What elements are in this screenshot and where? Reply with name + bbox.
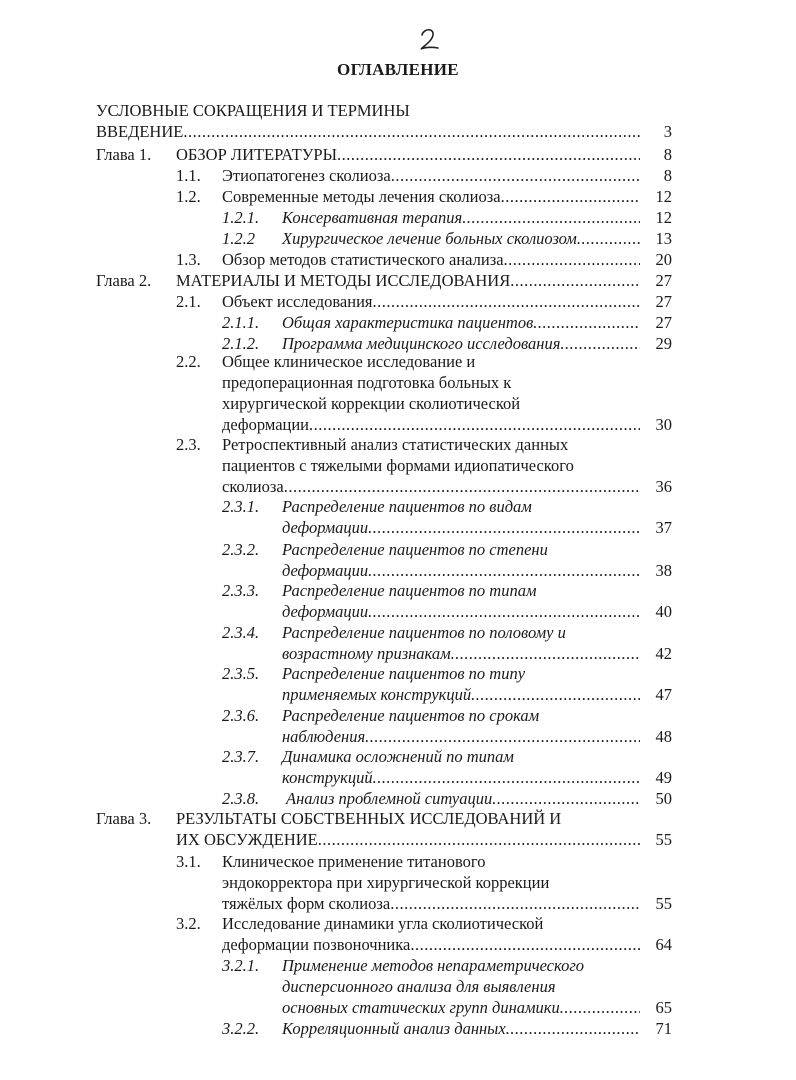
toc-page: 12	[655, 187, 672, 206]
toc-subsection-number: 2.3.5.	[222, 664, 260, 683]
toc-entry-2-3-line: Ретроспективный анализ статистических данных	[222, 435, 569, 454]
toc-page: 8	[663, 145, 672, 164]
toc-entry-3-1-line: Клиническое применение титанового	[222, 852, 486, 871]
toc-page: 40	[655, 602, 672, 621]
toc-page: 48	[655, 727, 672, 746]
toc-page: 47	[655, 685, 672, 704]
toc-entry-ch3-line: РЕЗУЛЬТАТЫ СОБСТВЕННЫХ ИССЛЕДОВАНИЙ И	[176, 809, 562, 828]
page-title: ОГЛАВЛЕНИЕ	[337, 60, 459, 79]
toc-entry-text: ВВЕДЕНИЕ	[96, 122, 184, 141]
toc-subsection-number: 1.2.1.	[222, 208, 260, 227]
toc-subsection-number: 3.2.2.	[222, 1019, 260, 1038]
toc-entry-2-3: сколиоза .....	[222, 476, 640, 497]
toc-entry-2-3-3: деформации .....	[282, 601, 640, 622]
toc-section-number: 1.3.	[176, 250, 201, 269]
toc-subsection-number: 2.3.8.	[222, 789, 260, 808]
toc-entry-2-3-4: возрастному признакам .....	[282, 643, 640, 664]
toc-entry-2-2-line: предоперационная подготовка больных к	[222, 373, 512, 392]
toc-page: 20	[655, 250, 672, 269]
toc-page: 13	[655, 229, 672, 248]
toc-entry-ch1: ОБЗОР ЛИТЕРАТУРЫ .....	[176, 144, 640, 165]
toc-entry-ch2: МАТЕРИАЛЫ И МЕТОДЫ ИССЛЕДОВАНИЯ .....	[176, 270, 640, 291]
toc-subsection-number: 1.2.2	[222, 229, 255, 248]
toc-page: 36	[655, 477, 672, 496]
toc-entry-3-1: тяжёлых форм сколиоза .....	[222, 893, 640, 914]
toc-page: 55	[655, 894, 672, 913]
toc-page: 3	[663, 122, 672, 141]
toc-entry-2-1-1: Общая характеристика пациентов .....	[282, 312, 640, 333]
toc-entry-2-2: деформации .....	[222, 414, 640, 435]
toc-section-number: 2.3.	[176, 435, 201, 454]
toc-page: 50	[655, 789, 672, 808]
toc-section-number: 3.1.	[176, 852, 201, 871]
toc-page: 27	[655, 292, 672, 311]
toc-entry-3-2-line: Исследование динамики угла сколиотической	[222, 914, 544, 933]
toc-subsection-number: 3.2.1.	[222, 956, 260, 975]
toc-subsection-number: 2.1.2.	[222, 334, 260, 353]
toc-entry-1-2-2: Хирургическое лечение больных сколиозом .....	[282, 228, 640, 249]
toc-chapter-number: Глава 2.	[96, 271, 152, 290]
toc-entry-2-3-8: Анализ проблемной ситуации .....	[286, 788, 640, 809]
toc-entry-2-3-2: деформации .....	[282, 560, 640, 581]
toc-chapter-number: Глава 1.	[96, 145, 152, 164]
toc-entry-3-2-1: основных статических групп динамики .....	[282, 997, 640, 1018]
toc-page: 71	[655, 1019, 672, 1038]
toc-entry-2-3-2-line: Распределение пациентов по степени	[282, 540, 548, 559]
toc-page: 65	[655, 998, 672, 1017]
toc-entry-2-3-1: деформации .....	[282, 517, 640, 538]
toc-section-number: 1.1.	[176, 166, 201, 185]
toc-subsection-number: 2.3.6.	[222, 706, 260, 725]
toc-abbreviations: УСЛОВНЫЕ СОКРАЩЕНИЯ И ТЕРМИНЫ	[96, 101, 410, 120]
toc-subsection-number: 2.3.3.	[222, 581, 260, 600]
toc-section-number: 2.2.	[176, 352, 201, 371]
toc-section-number: 3.2.	[176, 914, 201, 933]
toc-section-number: 2.1.	[176, 292, 201, 311]
toc-page: 49	[655, 768, 672, 787]
toc-entry-2-3-6-line: Распределение пациентов по срокам	[282, 706, 540, 725]
toc-entry-2-1-2: Программа медицинского исследования .....	[282, 333, 640, 354]
toc-entry-3-2-1-line: дисперсионного анализа для выявления	[282, 977, 556, 996]
toc-subsection-number: 2.1.1.	[222, 313, 260, 332]
toc-entry-3-2-2: Корреляционный анализ данных .....	[282, 1018, 640, 1039]
toc-page: 8	[663, 166, 672, 185]
toc-page: 64	[655, 935, 672, 954]
toc-entry-intro	[96, 121, 640, 142]
toc-page: 30	[655, 415, 672, 434]
toc-subsection-number: 2.3.1.	[222, 497, 260, 516]
toc-entry-2-3-6: наблюдения .....	[282, 726, 640, 747]
toc-entry-2-2-line: Общее клиническое исследование и	[222, 352, 476, 371]
handwritten-page-number	[418, 26, 442, 52]
toc-entry-2-3-7-line: Динамика осложнений по типам	[282, 747, 514, 766]
toc-page: 55	[655, 830, 672, 849]
toc-subsection-number: 2.3.4.	[222, 623, 260, 642]
toc-entry-2-3-4-line: Распределение пациентов по половому и	[282, 623, 566, 642]
toc-page: 37	[655, 518, 672, 537]
toc-entry-2-3-5-line: Распределение пациентов по типу	[282, 664, 526, 683]
toc-entry-2-1: Объект исследования .....	[222, 291, 640, 312]
toc-entry-2-3-5: применяемых конструкций .....	[282, 684, 640, 705]
toc-page: 27	[655, 313, 672, 332]
toc-subsection-number: 2.3.7.	[222, 747, 260, 766]
toc-page: 29	[655, 334, 672, 353]
toc-entry-1-3: Обзор методов статистического анализа .....	[222, 249, 640, 270]
toc-entry-3-1-line: эндокорректора при хирургической коррекции	[222, 873, 550, 892]
toc-entry-1-1: Этиопатогенез сколиоза .....	[222, 165, 640, 186]
toc-entry-2-3-3-line: Распределение пациентов по типам	[282, 581, 537, 600]
toc-entry-1-2-1: Консервативная терапия .....	[282, 207, 640, 228]
toc-page: 42	[655, 644, 672, 663]
toc-entry-2-3-1-line: Распределение пациентов по видам	[282, 497, 532, 516]
toc-entry-3-2-1-line: Применение методов непараметрического	[282, 956, 585, 975]
toc-page: 27	[655, 271, 672, 290]
toc-subsection-number: 2.3.2.	[222, 540, 260, 559]
toc-entry-2-3-7: конструкций .....	[282, 767, 640, 788]
toc-chapter-number: Глава 3.	[96, 809, 152, 828]
toc-page: 38	[655, 561, 672, 580]
toc-page: 12	[655, 208, 672, 227]
toc-entry-ch3: ИХ ОБСУЖДЕНИЕ .....	[176, 829, 640, 850]
toc-entry-2-2-line: хирургической коррекции сколиотической	[222, 394, 521, 413]
toc-entry-1-2: Современные методы лечения сколиоза .....	[222, 186, 640, 207]
toc-entry-3-2: деформации позвоночника .....	[222, 934, 640, 955]
toc-section-number: 1.2.	[176, 187, 201, 206]
toc-entry-2-3-line: пациентов с тяжелыми формами идиопатического	[222, 456, 574, 475]
